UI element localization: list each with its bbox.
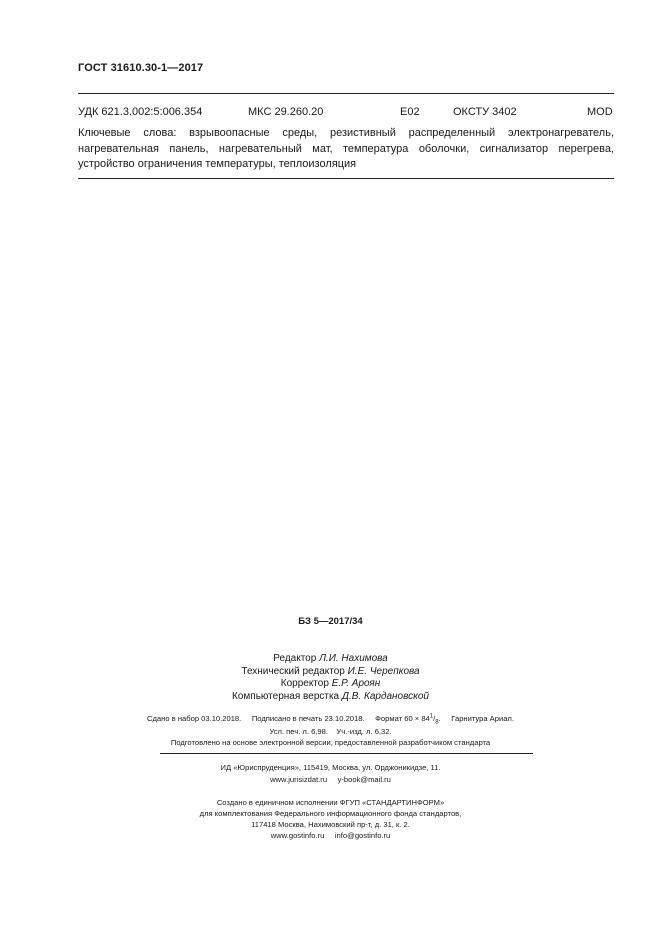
credit-layout: Компьютерная верстка Д.В. Кардановской [232,690,429,702]
imprint-line-2: Усл. печ. л. 6,98. Уч.-изд. л. 6,32. [269,727,392,736]
credit-corrector: Корректор Е.Р. Ароян [280,678,381,690]
standard-code-header: ГОСТ 31610.30-1—2017 [78,62,204,74]
oksty-code: ОКСТУ 3402 [453,106,517,118]
imprint-line-1: Сдано в набор 03.10.2018. Подписано в печать 23.10.2018. Формат $60 \times 84^1/_8$. Гарнитура Ариал. [147,713,514,726]
imprint-divider [160,753,533,754]
producer-line-3: 117418 Москва, Нахимовский пр-т, д. 31, к. 2. [251,820,410,829]
keywords-label: Ключевые слова: [78,127,177,139]
classification-code: E02 [400,106,420,118]
mod-label: MOD [587,106,613,118]
publisher-email-link[interactable]: y-book@mail.ru [337,775,391,784]
publisher-line-1: ИД «Юриспруденция», 115419, Москва, ул. Орджоникидзе, 11. [220,763,441,772]
imprint-line-3: Подготовлено на основе электронной версии, предоставленной разработчиком стандарта [170,738,491,747]
publisher-contacts [0,774,661,786]
keywords-divider [78,178,614,179]
mks-code: МКС 29.260.20 [248,106,324,118]
publisher-site-link[interactable]: www.jurisizdat.ru [270,775,328,784]
producer-contacts [0,830,661,842]
producer-line-1: Создано в единичном исполнении ФГУП «СТАНДАРТИНФОРМ» [216,798,445,807]
producer-site-link[interactable]: www.gostinfo.ru [270,831,325,840]
credit-tech-editor: Технический редактор И.Е. Черепкова [241,665,420,677]
keywords-paragraph [78,126,614,173]
producer-line-2: для комплектования Федерального информационного фонда стандартов, [199,809,462,818]
top-divider [78,93,614,94]
udk-code: УДК 621.3.002:5:006.354 [78,106,203,118]
credits-block [0,653,661,703]
bz-number: БЗ 5—2017/34 [298,616,363,627]
producer-email-link[interactable]: info@gostinfo.ru [334,831,391,840]
credit-editor: Редактор Л.И. Нахимова [273,653,388,664]
keywords-text: взрывоопасные среды, резистивный распределенный электронагреватель, нагревательная панель, нагревательный мат, температура оболочки, сигнализатор перегрева, устройство ограничения температуры, теплоизоляция [78,127,615,170]
